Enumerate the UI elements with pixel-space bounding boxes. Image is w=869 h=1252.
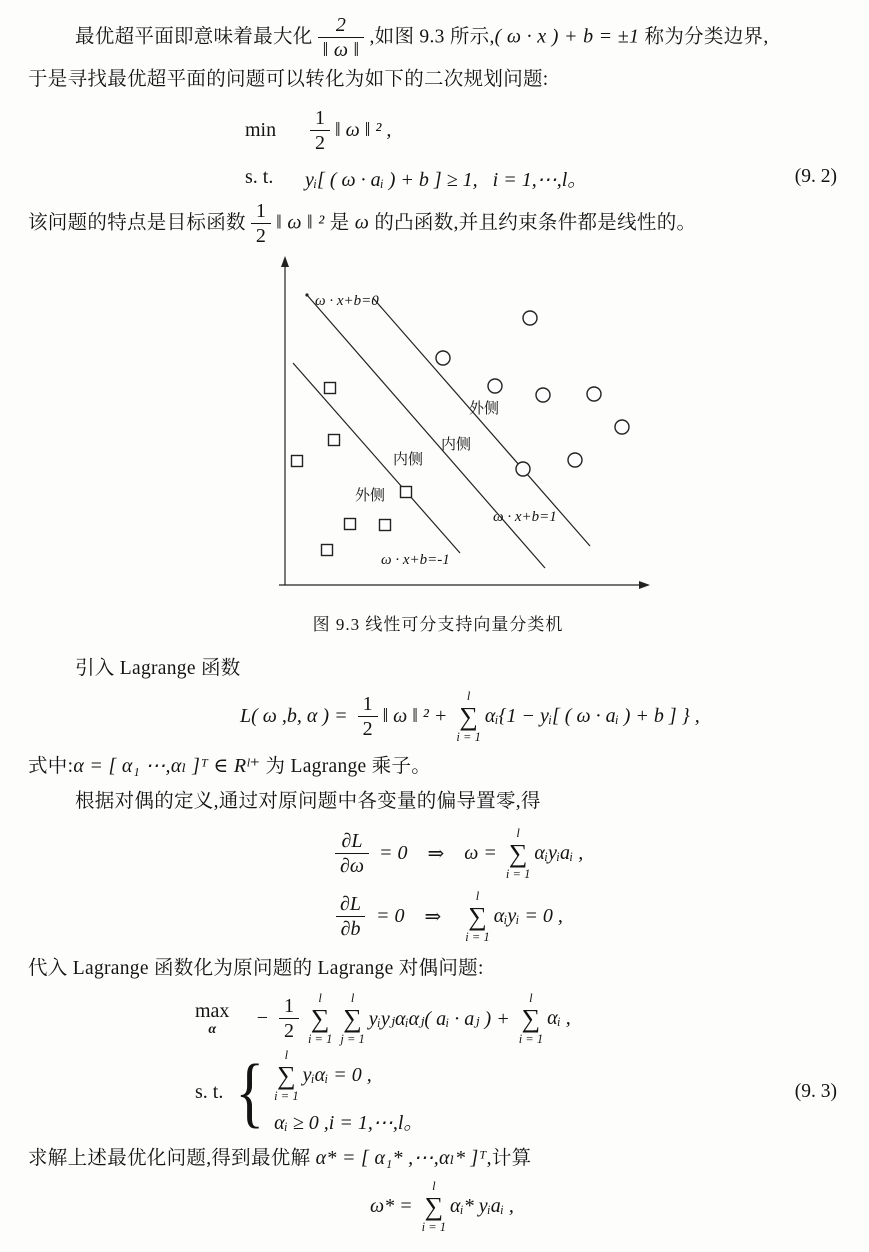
summation-i [308, 992, 332, 1045]
label-outer-upper: 外侧 [469, 401, 500, 418]
constraint-column [274, 1049, 423, 1135]
constraint-1-expression: yᵢαᵢ = 0 , [302, 1064, 372, 1087]
solve-text-2: ,计算 [486, 1148, 532, 1170]
equation-9-2-objective-line [245, 107, 839, 155]
max-label: max [195, 1000, 230, 1023]
constraint-expression: yᵢ[ ( ω · aᵢ ) + b ] ≥ 1, i = 1,⋯,l。 [305, 168, 588, 191]
fraction-numerator: 1 [283, 994, 294, 1017]
equals-zero: = 0 [374, 842, 408, 865]
paragraph-multiplier-note [28, 749, 839, 784]
positive-class-point [516, 462, 530, 476]
fraction-numerator: 1 [255, 199, 267, 222]
summation [456, 690, 480, 743]
lagrange-function-block [240, 690, 839, 743]
multiplier-expression: α = [ α₁ ⋯,αₗ ]ᵀ ∈ Rˡ⁺ [73, 755, 261, 778]
intro-text-1: 最优超平面即意味着最大化 [75, 26, 313, 48]
intro-text-3: 称为分类边界, [639, 26, 769, 48]
implies-arrow-icon: ⇒ [424, 906, 442, 929]
optimal-solution-expression: α* = [ α₁* ,⋯,αₗ* ]ᵀ [315, 1147, 487, 1170]
sigma-icon: ∑ [277, 1060, 296, 1090]
constraint-2-expression: αᵢ ≥ 0 ,i = 1,⋯,l。 [274, 1112, 424, 1135]
positive-class-point [536, 388, 550, 402]
equation-9-2-constraint-line [245, 163, 839, 192]
quadratic-term: yᵢyⱼαᵢαⱼ( aᵢ · aⱼ ) + [368, 1008, 515, 1031]
intro-text-2: ,如图 9.3 所示, [369, 26, 495, 48]
partial-b-line [330, 890, 839, 943]
remark-omega: ω [354, 210, 370, 233]
equation-number-9-2: (9. 2) [794, 165, 837, 187]
equation-number-9-3: (9. 3) [794, 1081, 837, 1103]
partial-omega-block [330, 827, 839, 880]
fraction-denominator: 2 [358, 716, 378, 740]
label-hyperplane-equation: ω · x+b=0 [315, 293, 379, 310]
sum-upper-limit: l [475, 889, 480, 904]
objective-expression: ‖ ω ‖ ² , [335, 119, 392, 142]
final-equation-line [370, 1180, 839, 1233]
paragraph-intro-line1 [28, 14, 839, 62]
margin-line-positive [373, 298, 590, 546]
label-outer-lower: 外侧 [355, 488, 386, 505]
negative-class-point [322, 545, 333, 556]
equation-9-3-constraint-line [195, 1049, 839, 1135]
one-half-fraction [358, 693, 378, 741]
sum-upper-limit: l [318, 991, 322, 1006]
multiplier-text-1: 式中: [28, 756, 74, 778]
remark-text-1: 该问题的特点是目标函数 [28, 211, 246, 233]
intro-inline-formula: ( ω · x ) + b = ±1 [494, 25, 640, 48]
fraction-denominator: ∂b [336, 916, 366, 940]
fraction-denominator: ‖ ω ‖ [318, 37, 365, 61]
one-half-fraction [279, 995, 299, 1043]
sum-lower-limit: i = 1 [505, 866, 531, 881]
summation-j [340, 992, 364, 1045]
paragraph-duality [28, 784, 839, 819]
fraction-numerator: 1 [315, 106, 325, 129]
linear-term: αᵢ , [547, 1007, 571, 1030]
constraint-line-2 [274, 1106, 423, 1135]
sum-lower-limit: i = 1 [307, 1031, 333, 1046]
subject-to-label: s. t. [245, 165, 274, 188]
negative-class-point [325, 383, 336, 394]
solve-text-1: 求解上述最优化问题,得到最优解 [28, 1148, 316, 1170]
remark-text-2: 是 [324, 211, 355, 233]
equation-9-2-block [245, 107, 839, 192]
sum-upper-limit: l [432, 1179, 436, 1194]
sigma-icon: ∑ [468, 901, 487, 931]
positive-class-point [436, 351, 450, 365]
figure-9-3 [28, 253, 839, 635]
paragraph-intro-line2 [28, 62, 839, 97]
fraction-numerator: ∂L [341, 829, 363, 852]
omega-star-lhs: ω* = [370, 1195, 418, 1218]
min-operator: min [245, 119, 277, 142]
figure-squares [292, 383, 412, 556]
label-inner-upper: 内侧 [441, 437, 472, 454]
sigma-icon: ∑ [343, 1003, 362, 1033]
partial-omega-rhs: αᵢyᵢaᵢ , [534, 842, 584, 865]
summation [465, 890, 489, 943]
svm-diagram [245, 253, 665, 598]
fraction-denominator: 2 [279, 1018, 299, 1042]
summation-i-linear [519, 992, 543, 1045]
sum-lower-limit: i = 1 [421, 1219, 447, 1234]
sigma-icon: ∑ [508, 838, 528, 868]
sigma-icon: ∑ [424, 1191, 444, 1221]
fraction-numerator: ∂L [340, 892, 362, 915]
remark-norm-expression: ‖ ω ‖ ² [276, 210, 325, 233]
equation-9-3-objective-line [195, 992, 839, 1045]
subject-to-label: s. t. [195, 1080, 224, 1103]
lagrange-intro-text: 引入 Lagrange 函数 [75, 658, 241, 680]
summation [274, 1049, 298, 1102]
paragraph-solve [28, 1141, 839, 1176]
equation-9-3-objective-block [195, 992, 839, 1045]
margin-line-negative [293, 363, 460, 553]
fraction-denominator: ∂ω [335, 853, 369, 877]
positive-class-point [523, 311, 537, 325]
dual-intro-text: 代入 Lagrange 函数化为原问题的 Lagrange 对偶问题: [28, 958, 484, 980]
negative-class-point [329, 435, 340, 446]
lagrange-mid: ‖ ω ‖ ² + [382, 705, 453, 728]
negative-class-point [345, 519, 356, 530]
sum-upper-limit: l [529, 991, 533, 1006]
fraction-denominator: 2 [251, 223, 271, 247]
fraction-2-over-norm-omega [318, 14, 365, 62]
paragraph-remark [28, 200, 839, 248]
positive-class-point [587, 387, 601, 401]
sum-upper-limit: l [350, 991, 355, 1006]
sigma-icon: ∑ [459, 701, 478, 731]
sigma-icon: ∑ [521, 1003, 541, 1033]
lagrange-function-line [240, 690, 839, 743]
partial-b-rhs: αᵢyᵢ = 0 , [493, 905, 563, 928]
positive-class-point [615, 420, 629, 434]
fraction-denominator: 2 [310, 130, 330, 154]
sum-lower-limit: i = 1 [465, 929, 490, 944]
negative-class-point [401, 487, 412, 498]
hyperplane-top-dot [305, 294, 308, 297]
x-axis-arrow-icon [639, 581, 650, 589]
constraint-line-1 [274, 1049, 423, 1102]
sum-upper-limit: l [466, 689, 471, 704]
sigma-icon: ∑ [310, 1003, 330, 1033]
label-margin-negative-equation: ω · x+b=-1 [381, 552, 450, 569]
minus-sign: − [255, 1007, 274, 1030]
positive-class-point [488, 379, 502, 393]
omega-star-rhs: αᵢ* yᵢaᵢ , [450, 1195, 514, 1218]
equals-zero: = 0 [371, 905, 405, 928]
summation [506, 827, 530, 880]
paragraph-dual-intro [28, 951, 839, 986]
sum-lower-limit: i = 1 [518, 1031, 544, 1046]
partial-b-block [330, 890, 839, 943]
lagrange-lhs: L( ω ,b, α ) = [240, 705, 353, 728]
sum-lower-limit: j = 1 [340, 1031, 365, 1046]
figure-caption: 图 9.3 线性可分支持向量分类机 [312, 615, 564, 635]
y-axis-arrow-icon [281, 256, 289, 267]
implies-arrow-icon: ⇒ [427, 843, 445, 866]
multiplier-text-2: 为 Lagrange 乘子。 [260, 756, 432, 778]
sum-upper-limit: l [284, 1048, 289, 1063]
label-inner-lower: 内侧 [393, 452, 424, 469]
sum-lower-limit: i = 1 [274, 1088, 299, 1103]
max-operator [195, 1000, 229, 1037]
brace-icon: { [235, 1049, 265, 1136]
duality-text: 根据对偶的定义,通过对原问题中各变量的偏导置零,得 [75, 791, 541, 813]
equation-9-3-constraint-block [195, 1049, 839, 1135]
partial-L-over-partial-omega [335, 830, 369, 878]
hyperplane-line [307, 295, 545, 568]
positive-class-point [568, 453, 582, 467]
label-margin-positive-equation: ω · x+b=1 [493, 509, 557, 526]
partial-L-over-partial-b [335, 893, 366, 941]
remark-text-3: 的凸函数,并且约束条件都是线性的。 [369, 211, 697, 233]
intro-text-4: 于是寻找最优超平面的问题可以转化为如下的二次规划问题: [28, 68, 549, 90]
paragraph-lagrange-intro [28, 651, 839, 686]
max-subscript-alpha: α [208, 1022, 217, 1038]
sum-upper-limit: l [516, 826, 520, 841]
negative-class-point [380, 520, 391, 531]
one-half-fraction [310, 107, 330, 155]
partial-omega-line [330, 827, 839, 880]
separating-lines [293, 295, 590, 568]
sum-lower-limit: i = 1 [456, 729, 481, 744]
omega-equals: ω = [464, 842, 502, 865]
negative-class-point [292, 456, 303, 467]
lagrange-rhs: αᵢ{1 − yᵢ[ ( ω · aᵢ ) + b ] } , [484, 705, 700, 728]
final-equation-block [370, 1180, 839, 1233]
summation [422, 1180, 446, 1233]
one-half-fraction [251, 200, 271, 248]
fraction-numerator: 2 [335, 14, 347, 36]
fraction-numerator: 1 [362, 692, 373, 715]
